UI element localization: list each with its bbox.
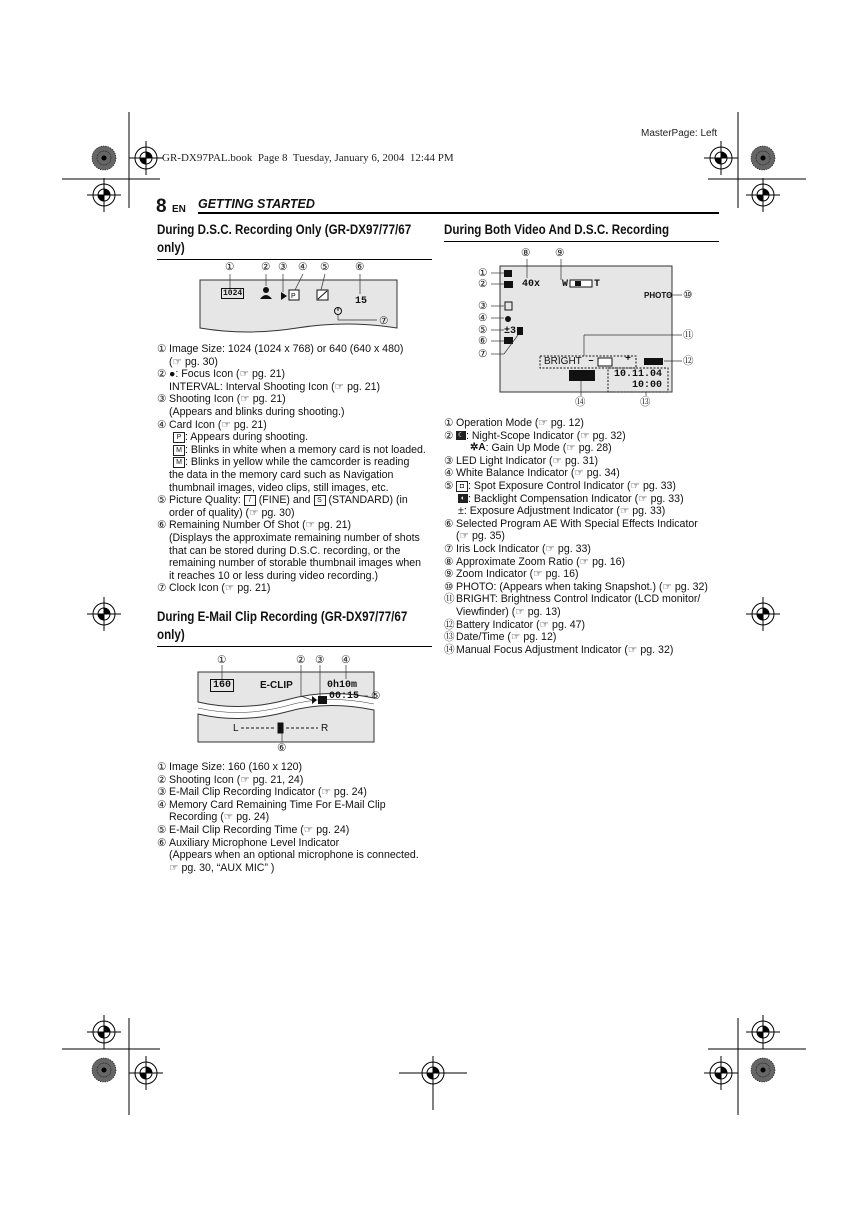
- dsc-callout-7: ⑦: [379, 315, 389, 327]
- email-item-list: ① Image Size: 160 (160 x 120) ② Shooting Icon (☞ pg. 21, 24) ③ E-Mail Clip Recording Indicator (☞ pg. 24) ④ Memory Card Remaining Time For E-Mail Clip Recording (☞ pg. 24) ⑤ E-Mail Clip Recording Time (☞ pg. 24) ⑥ Auxiliary Microphone Level Indicator (Appears when an optional microphone is connected. ☞ pg. 30, “AUX MIC” ): [157, 761, 442, 874]
- email-mode-label: E-CLIP: [260, 680, 293, 691]
- dsc-item-6: ⑥ Remaining Number Of Shot (☞ pg. 21): [157, 519, 352, 532]
- email-callout-2: ②: [296, 654, 306, 666]
- both-title-rule: [444, 241, 719, 242]
- master-page-label: MasterPage: Left: [641, 128, 718, 139]
- email-callout-6: ⑥: [277, 742, 287, 754]
- both-callout-7: ⑦: [478, 348, 488, 360]
- email-item-2: ② Shooting Icon (☞ pg. 21, 24): [157, 773, 304, 786]
- date-readout: 10.11.04: [614, 369, 663, 380]
- fine-quality-icon: /: [244, 495, 256, 506]
- dsc-item-list: ① Image Size: 1024 (1024 x 768) or 640 (640 x 480) (☞ pg. 30) ② ●: Focus Icon (☞ pg. 21) INTERVAL: Interval Shooting Icon (☞ pg. 21) ③ Shooting Icon (☞ pg. 21) (Appears and blinks during shooting.) ④ Card Icon (☞ pg. 21) P : Appears during shooting. M : Blinks in white when a memory card is not loaded. M : Blinks in yellow while the camcorder is reading the data in the memory card such as Navigation thumbnail images, video clips, still images, etc. ⑤ Picture Quality: / (FINE) and S (STANDARD) (in order of quality) (☞ pg. 30) ⑥ Remaining Number Of Shot (☞ pg. 21) (Displays the approximate remaining number of shots that can be stored during D.S.C. recording, or the remaining number of storable thumbnail images when it reaches 10 or less during video recording.) ⑦ Clock Icon (☞ pg. 21): [157, 343, 442, 595]
- both-callout-3: ③: [478, 300, 488, 312]
- exposure-value: ±3: [504, 326, 517, 337]
- dsc-callout-4: ④: [298, 261, 308, 273]
- section-heading: GETTING STARTED: [198, 197, 315, 211]
- language-tag: EN: [172, 204, 186, 215]
- spot-exposure-icon: ◘: [456, 481, 468, 492]
- dsc-item-5: ⑤ Picture Quality: / (FINE) and S (STANDARD) (in: [157, 494, 408, 507]
- card-icon: P: [173, 432, 185, 443]
- both-item-1: ① Operation Mode (☞ pg. 12): [444, 417, 584, 429]
- time-readout: 10:00: [632, 380, 663, 391]
- dsc-item-1: ① Image Size: 1024 (1024 x 768) or 640 (640 x 480): [157, 343, 404, 355]
- both-item-13: ⑬ Date/Time (☞ pg. 12): [444, 631, 557, 644]
- both-item-8: ⑧ Approximate Zoom Ratio (☞ pg. 16): [444, 555, 626, 568]
- bright-minus: –: [588, 356, 595, 367]
- both-title: During Both Video And D.S.C. Recording: [444, 222, 670, 237]
- email-callout-1: ①: [217, 654, 227, 666]
- dsc-callout-1: ①: [225, 261, 235, 273]
- both-callout-6: ⑥: [478, 335, 488, 347]
- both-callout-10: ⑩: [683, 289, 693, 301]
- backlight-icon: ◐: [458, 494, 468, 503]
- both-callout-8: ⑧: [521, 247, 531, 259]
- both-item-11: ⑪ BRIGHT: Brightness Control Indicator (LCD monitor/: [444, 593, 701, 606]
- header-rule: [198, 212, 719, 214]
- level-right-label: R: [321, 723, 329, 734]
- both-callout-1: ①: [478, 267, 488, 279]
- zoom-w: W: [562, 279, 569, 290]
- dsc-item-4: ④ Card Icon (☞ pg. 21): [157, 418, 267, 431]
- both-item-14: ⑭ Manual Focus Adjustment Indicator (☞ pg. 32): [444, 643, 674, 656]
- email-screen-svg: [196, 652, 396, 757]
- zoom-ratio: 40x: [522, 279, 541, 290]
- dsc-callout-2: ②: [261, 261, 271, 273]
- both-callout-11: ⑪: [683, 329, 694, 341]
- night-scope-icon: ☾: [457, 432, 465, 440]
- both-callout-13: ⑬: [640, 396, 651, 408]
- email-item-3: ③ E-Mail Clip Recording Indicator (☞ pg. 24): [157, 786, 367, 799]
- both-callout-12: ⑫: [683, 355, 694, 367]
- gain-up-icon: ✲A: [470, 442, 486, 454]
- bright-plus: +: [625, 354, 632, 365]
- both-callout-9: ⑨: [555, 247, 565, 259]
- page-number: 8: [156, 196, 167, 217]
- email-callout-5: ⑤: [371, 690, 381, 702]
- svg-text:P: P: [291, 293, 296, 300]
- zoom-t: T: [594, 279, 601, 290]
- both-item-list: ① Operation Mode (☞ pg. 12) ② ☾ : Night-Scope Indicator (☞ pg. 32) ✲A: Gain Up Mode (☞ pg. 28) ③ LED Light Indicator (☞ pg. 31) ④ White Balance Indicator (☞ pg. 34) ⑤ ◘ : Spot Exposure Control Indicator (☞ pg. 33) ◐ : Backlight Compensation Indicator (☞ pg. 33) ±: Exposure Adjustment Indicator (☞ pg. 33) ⑥ Selected Program AE With Special Effects Indicator (☞ pg. 35) ⑦ Iris Lock Indicator (☞ pg. 33) ⑧ Approximate Zoom Ratio (☞ pg. 16) ⑨ Zoom Indicator (☞ pg. 16) ⑩ PHOTO: (Appears when taking Snapshot.) (☞ pg. 32) ⑪ BRIGHT: Brightness Control Indicator (LCD monitor/ Viewfinder) (☞ pg. 13) ⑫ Battery Indicator (☞ pg. 47) ⑬ Date/Time (☞ pg. 12) ⑭ Manual Focus Adjustment Indicator (☞ pg. 32): [444, 417, 724, 656]
- email-item-1: ① Image Size: 160 (160 x 120): [157, 761, 303, 773]
- focus-icon: ●: [169, 368, 176, 381]
- dsc-item-7: ⑦ Clock Icon (☞ pg. 21): [157, 582, 271, 595]
- email-callout-3: ③: [315, 654, 325, 666]
- dsc-title-line2: only): [157, 240, 185, 255]
- both-callout-4: ④: [478, 312, 488, 324]
- both-screen-diagram: [474, 246, 704, 416]
- both-item-7: ⑦ Iris Lock Indicator (☞ pg. 33): [444, 543, 591, 556]
- card-icon: M: [173, 445, 185, 456]
- email-item-4: ④ Memory Card Remaining Time For E-Mail Clip: [157, 798, 386, 811]
- dsc-callout-6: ⑥: [355, 261, 365, 273]
- both-item-12: ⑫ Battery Indicator (☞ pg. 47): [444, 618, 586, 631]
- dsc-remaining-shots: 15: [355, 296, 368, 307]
- both-item-3: ③ LED Light Indicator (☞ pg. 31): [444, 454, 598, 467]
- email-item-6: ⑥ Auxiliary Microphone Level Indicator: [157, 836, 340, 849]
- email-image-size: 160: [210, 679, 234, 692]
- dsc-image-size: 1024: [223, 289, 243, 298]
- dsc-callout-5: ⑤: [320, 261, 330, 273]
- both-item-4: ④ White Balance Indicator (☞ pg. 34): [444, 467, 620, 480]
- email-callout-4: ④: [341, 654, 351, 666]
- photo-label: PHOTO: [644, 291, 673, 300]
- both-item-5: ⑤ ◘ : Spot Exposure Control Indicator (☞ pg. 33): [444, 480, 676, 493]
- both-callout-5: ⑤: [478, 324, 488, 336]
- email-title-rule: [157, 646, 432, 647]
- both-item-2: ② ☾ : Night-Scope Indicator (☞ pg. 32): [444, 429, 626, 442]
- dsc-title-line1: During D.S.C. Recording Only (GR-DX97/77/67: [157, 222, 412, 237]
- email-title-line2: only): [157, 627, 185, 642]
- email-recording-time: 00:15: [329, 691, 360, 702]
- both-item-9: ⑨ Zoom Indicator (☞ pg. 16): [444, 568, 579, 581]
- dsc-callout-3: ③: [278, 261, 288, 273]
- email-screen-diagram: [196, 652, 396, 757]
- dsc-item-3: ③ Shooting Icon (☞ pg. 21): [157, 393, 286, 406]
- both-item-10: ⑩ PHOTO: (Appears when taking Snapshot.) (☞ pg. 32): [444, 580, 708, 593]
- both-callout-14: ⑭: [575, 396, 586, 408]
- both-item-6: ⑥ Selected Program AE With Special Effects Indicator: [444, 517, 698, 530]
- standard-quality-icon: S: [314, 495, 326, 506]
- email-title-line1: During E-Mail Clip Recording (GR-DX97/77/67: [157, 609, 408, 624]
- level-left-label: L: [233, 723, 239, 734]
- bright-label: BRIGHT: [544, 356, 582, 367]
- email-item-5: ⑤ E-Mail Clip Recording Time (☞ pg. 24): [157, 823, 350, 836]
- both-callout-2: ②: [478, 278, 488, 290]
- dsc-screen-diagram: [197, 258, 407, 338]
- card-icon: M: [173, 457, 185, 468]
- email-remaining-time: 0h10m: [327, 680, 358, 691]
- file-info-line: GR-DX97PAL.book Page 8 Tuesday, January 6, 2004 12:44 PM: [162, 152, 454, 164]
- dsc-item-2: ② ●: Focus Icon (☞ pg. 21): [157, 368, 286, 381]
